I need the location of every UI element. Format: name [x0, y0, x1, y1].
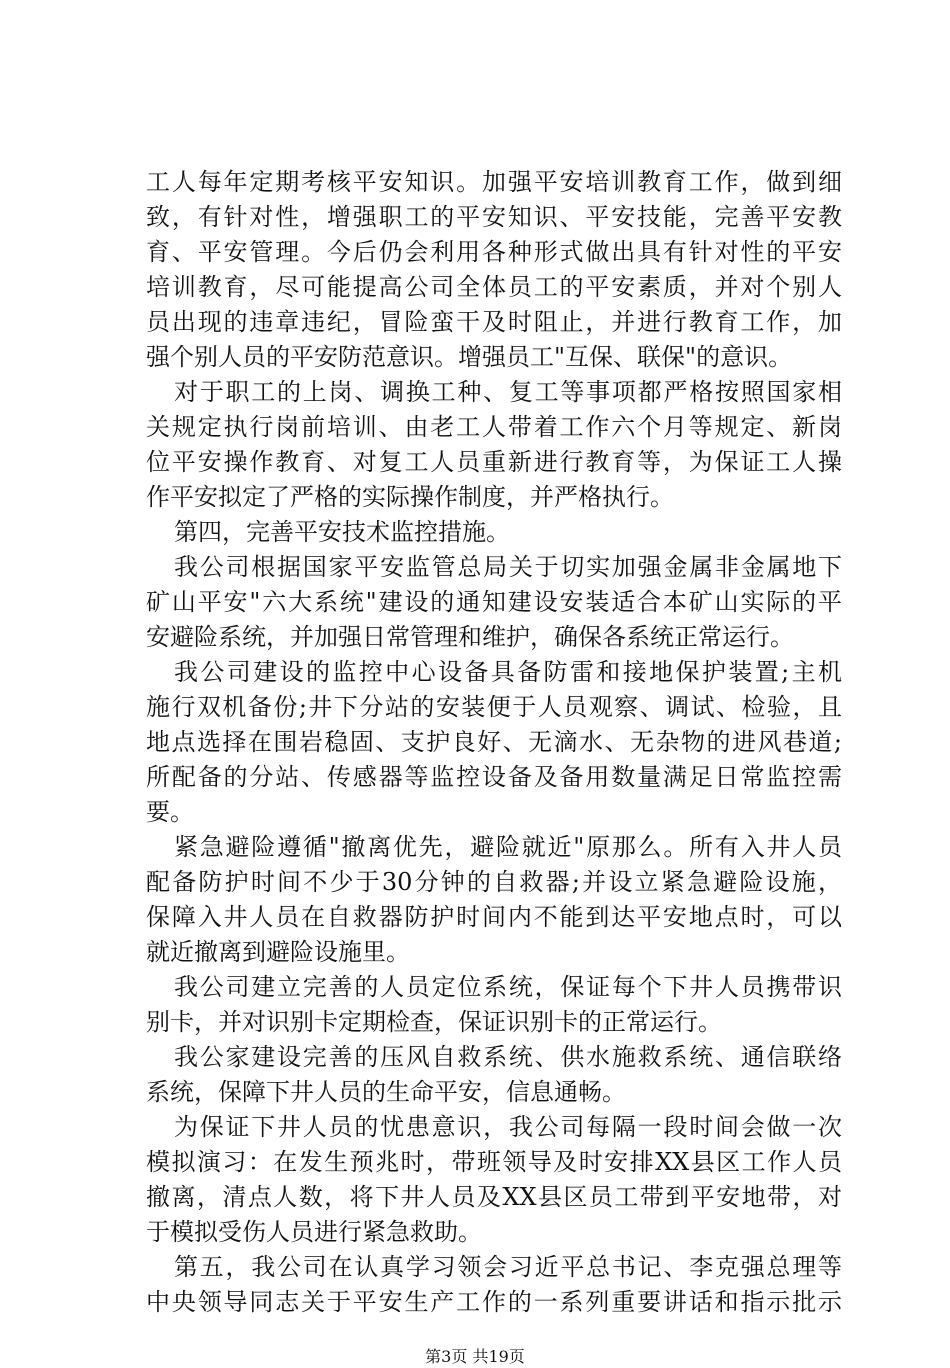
text-line: 于模拟受伤人员进行紧急救助。 — [146, 1218, 482, 1246]
paragraph — [146, 1250, 842, 1320]
text-line: 紧急避险遵循"撤离优先，避险就近"原那么。所有入井人员 — [174, 833, 842, 861]
text-line: 作平安拟定了严格的实际操作制度，并严格执行。 — [146, 483, 674, 511]
text-line: 撤离，清点人数，将下井人员及XX县区员工带到平安地带，对 — [146, 1183, 842, 1211]
text-line: 要。 — [146, 798, 194, 826]
text-line: 中央领导同志关于平安生产工作的一系列重要讲话和指示批示 — [146, 1288, 842, 1316]
text-line: 模拟演习：在发生预兆时，带班领导及时安排XX县区工作人员 — [146, 1148, 842, 1176]
text-line: 员出现的违章违纪，冒险蛮干及时阻止，并进行教育工作，加 — [146, 308, 842, 336]
paragraph — [146, 1110, 842, 1250]
text-line: 育、平安管理。今后仍会利用各种形式做出具有针对性的平安 — [146, 238, 842, 266]
paragraph — [146, 830, 842, 970]
text-line: 为保证下井人员的忧患意识，我公司每隔一段时间会做一次 — [174, 1113, 842, 1141]
text-line: 对于职工的上岗、调换工种、复工等事项都严格按照国家相 — [174, 378, 842, 406]
text-line: 位平安操作教育、对复工人员重新进行教育等，为保证工人操 — [146, 448, 842, 476]
text-line: 就近撤离到避险设施里。 — [146, 938, 410, 966]
text-line: 培训教育，尽可能提高公司全体员工的平安素质，并对个别人 — [146, 273, 842, 301]
text-line: 我公司建设的监控中心设备具备防雷和接地保护装置;主机 — [174, 658, 842, 686]
paragraph — [146, 550, 842, 655]
text-line: 配备防护时间不少于30分钟的自救器;并设立紧急避险设施， — [146, 868, 842, 896]
text-line: 施行双机备份;井下分站的安装便于人员观察、调试、检验，且 — [146, 693, 842, 721]
text-line: 致，有针对性，增强职工的平安知识、平安技能，完善平安教 — [146, 203, 842, 231]
text-line: 第五，我公司在认真学习领会习近平总书记、李克强总理等 — [174, 1253, 842, 1281]
document-body — [146, 0, 842, 1320]
page-number-footer: 第3页 共19页 — [425, 1347, 525, 1366]
paragraph — [146, 515, 842, 550]
text-line: 强个别人员的平安防范意识。增强员工"互保、联保"的意识。 — [146, 343, 793, 371]
paragraph — [146, 165, 842, 375]
paragraph — [146, 1040, 842, 1110]
text-line: 保障入井人员在自救器防护时间内不能到达平安地点时，可以 — [146, 903, 842, 931]
text-line: 矿山平安"六大系统"建设的通知建设安装适合本矿山实际的平 — [146, 588, 842, 616]
text-line: 地点选择在围岩稳固、支护良好、无滴水、无杂物的进风巷道; — [146, 728, 842, 756]
text-line: 别卡，并对识别卡定期检查，保证识别卡的正常运行。 — [146, 1008, 722, 1036]
text-line: 第四，完善平安技术监控措施。 — [174, 518, 510, 546]
text-line: 我公家建设完善的压风自救系统、供水施救系统、通信联络 — [174, 1043, 842, 1071]
text-line: 安避险系统，并加强日常管理和维护，确保各系统正常运行。 — [146, 623, 794, 651]
paragraph — [146, 655, 842, 830]
text-line: 我公司建立完善的人员定位系统，保证每个下井人员携带识 — [174, 973, 842, 1001]
text-line: 所配备的分站、传感器等监控设备及备用数量满足日常监控需 — [146, 763, 842, 791]
paragraph — [146, 970, 842, 1040]
paragraph — [146, 375, 842, 515]
text-line: 系统，保障下井人员的生命平安，信息通畅。 — [146, 1078, 626, 1106]
text-line: 工人每年定期考核平安知识。加强平安培训教育工作，做到细 — [146, 168, 842, 196]
text-line: 我公司根据国家平安监管总局关于切实加强金属非金属地下 — [174, 553, 842, 581]
text-line: 关规定执行岗前培训、由老工人带着工作六个月等规定、新岗 — [146, 413, 842, 441]
